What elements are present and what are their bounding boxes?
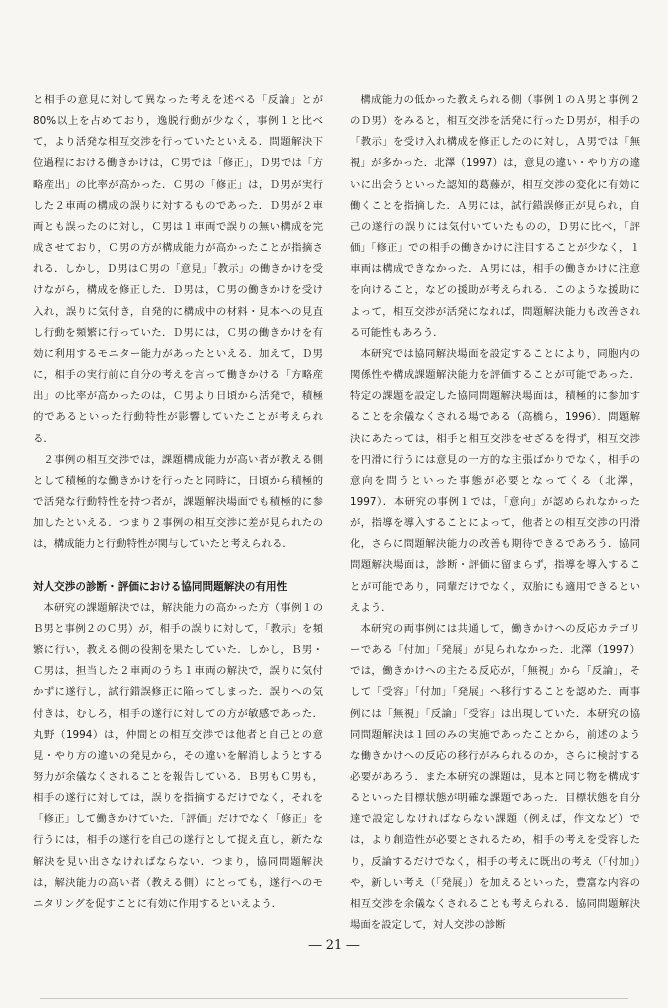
page-number: ― 21 ― bbox=[308, 938, 360, 953]
section-heading: 対人交渉の診断・評価における協同問題解決の有用性 bbox=[33, 580, 288, 593]
left-paragraph-3: 本研究の課題解決では，解決能力の高かった方（事例１のＢ男と事例２のＣ男）が，相手の誤りに対して，「教示」を頻繁に行い，教える側の役割を果たしていた．しかし，Ｂ男・Ｃ男は，担当した２車両のうち１車両の解決で，誤りに気付かずに遂行し，試行錯誤修正に陥ってしまった．誤りへの気付きは，むしろ，相手の遂行に対しての方が敏感であった．丸野（1994）は，仲間との相互交渉では他者と自己との意見・やり方の違いの発見から，その違いを解消しようとする努力が余儀なくされることを報告している．Ｂ男もＣ男も，相手の遂行に対しては，誤りを指摘するだけでなく，それを「修正」して働きかけていた．「評価」だけでなく「修正」を行うには，相手の遂行を自己の遂行として捉え直し，新たな解決を見い出さなければならない．つまり，協同問題解決は，解決能力の高い者（教える側）にとっても，遂行へのモニタリングを促すことに有効に作用するといえよう． bbox=[33, 601, 323, 910]
right-paragraph-1: 構成能力の低かった教えられる側（事例１のＡ男と事例２のＤ男）をみると，相互交渉を活発に行ったＤ男が，相手の「教示」を受け入れ構成を修正したのに対し，Ａ男では「無視」が多かった．北澤（1997）は，意見の違い・やり方の違いに出会うといった認知的葛藤が，相互交渉の変化に有効に働くことを指摘した．Ａ男には，試行錯誤修正が見られ，自己の遂行の誤りには気付いていたものの，Ｄ男に比べ，「評価」「修正」での相手の働きかけに注目することが少なく，１車両は構成できなかった．Ａ男には，相手の働きかけに注意を向けること，などの援助が考えられる．このような援助によって，相互交渉が活発になれば，問題解決能力も改善される可能性もあろう． bbox=[350, 94, 640, 339]
right-column bbox=[350, 90, 640, 936]
left-paragraph-2: ２事例の相互交渉では，課題構成能力が高い者が教える側として積極的な働きかけを行ったと同時に，日頃から積極的で活発な行動特性を持つ者が，課題解決場面でも積極的に参加したといえる．つまり２事例の相互交渉に差が見られたのは，構成能力と行動特性が関与していたと考えられる． bbox=[33, 453, 323, 551]
left-column bbox=[33, 90, 323, 915]
footer-rule bbox=[40, 998, 628, 999]
left-paragraph-1: と相手の意見に対して異なった考えを述べる「反論」とが80%以上を占めており，逸脱行動が少なく，事例１と比べて，より活発な相互交渉を行っていたといえる．問題解決下位過程における働きかけは，Ｃ男では「修正」，Ｄ男では「方略産出」の比率が高かった．Ｃ男の「修正」は，Ｄ男が実行した２車両の構成の誤りに対するものであった．Ｄ男が２車両とも誤ったのに対し，Ｃ男は１車両で誤りの無い構成を完成させており，Ｃ男の方が構成能力が高かったことが指摘される．しかし，Ｄ男はＣ男の「意見」「教示」の働きかけを受けながら，構成を修正した．Ｄ男は，Ｃ男の働きかけを受け入れ，誤りに気付き，自発的に構成中の材料・見本への見直し行動を頻繁に行っていた．Ｄ男には，Ｃ男の働きかけを有効に利用するモニター能力があったといえる．加えて，Ｄ男に，相手の実行前に自分の考えを言って働きかける「方略産出」の比率が高かったのは，Ｃ男より日頃から活発で，積極的であるといった行動特性が影響していたことが考えられる． bbox=[33, 94, 323, 445]
section-gap bbox=[33, 555, 323, 576]
right-paragraph-2: 本研究では協同解決場面を設定することにより，同胞内の関係性や構成課題解決能力を評価することが可能であった．特定の課題を設定した協同問題解決場面は，積極的に参加することを余儀なくされる場である（高橋ら，1996）．問題解決にあたっては，相手と相互交渉をせざるを得ず，相互交渉を円滑に行うには意見の一方的な主張ばかりでなく，相手の意向を問うといった事態が必要となってくる（北澤，1997）．本研究の事例１では，「意向」が認められなかったが，指導を導入することによって，他者との相互交渉の円滑化，さらに問題解決能力の改善も期待できるであろう．協同問題解決場面は，診断・評価に留まらず，指導を導入することが可能であり，同輩だけでなく，双胎にも適用できるといえよう． bbox=[350, 347, 640, 614]
right-paragraph-3: 本研究の両事例には共通して，働きかけへの反応カテゴリーである「付加」「発展」が見られなかった．北澤（1997）では，働きかけへの主たる反応が，「無視」から「反論」，そして「受容」「付加」「発展」へ移行することを認めた．両事例には「無視」「反論」「受容」は出現していた．本研究の協同問題解決は１回のみの実施であったことから，前述のような働きかけへの反応の移行がみられるのか，さらに検討する必要があろう．また本研究の課題は，見本と同じ物を構成するといった目標状態が明確な課題であった．目標状態を自分達で設定しなければならない課題（例えば，作文など）では，より創造性が必要とされるため，相手の考えを受容したり，反論するだけでなく，相手の考えに既出の考え（「付加」）や，新しい考え（「発展」）を加えるといった，豊富な内容の相互交渉を余儀なくされることも考えられる．協同問題解決場面を設定して，対人交渉の診断 bbox=[350, 622, 640, 932]
